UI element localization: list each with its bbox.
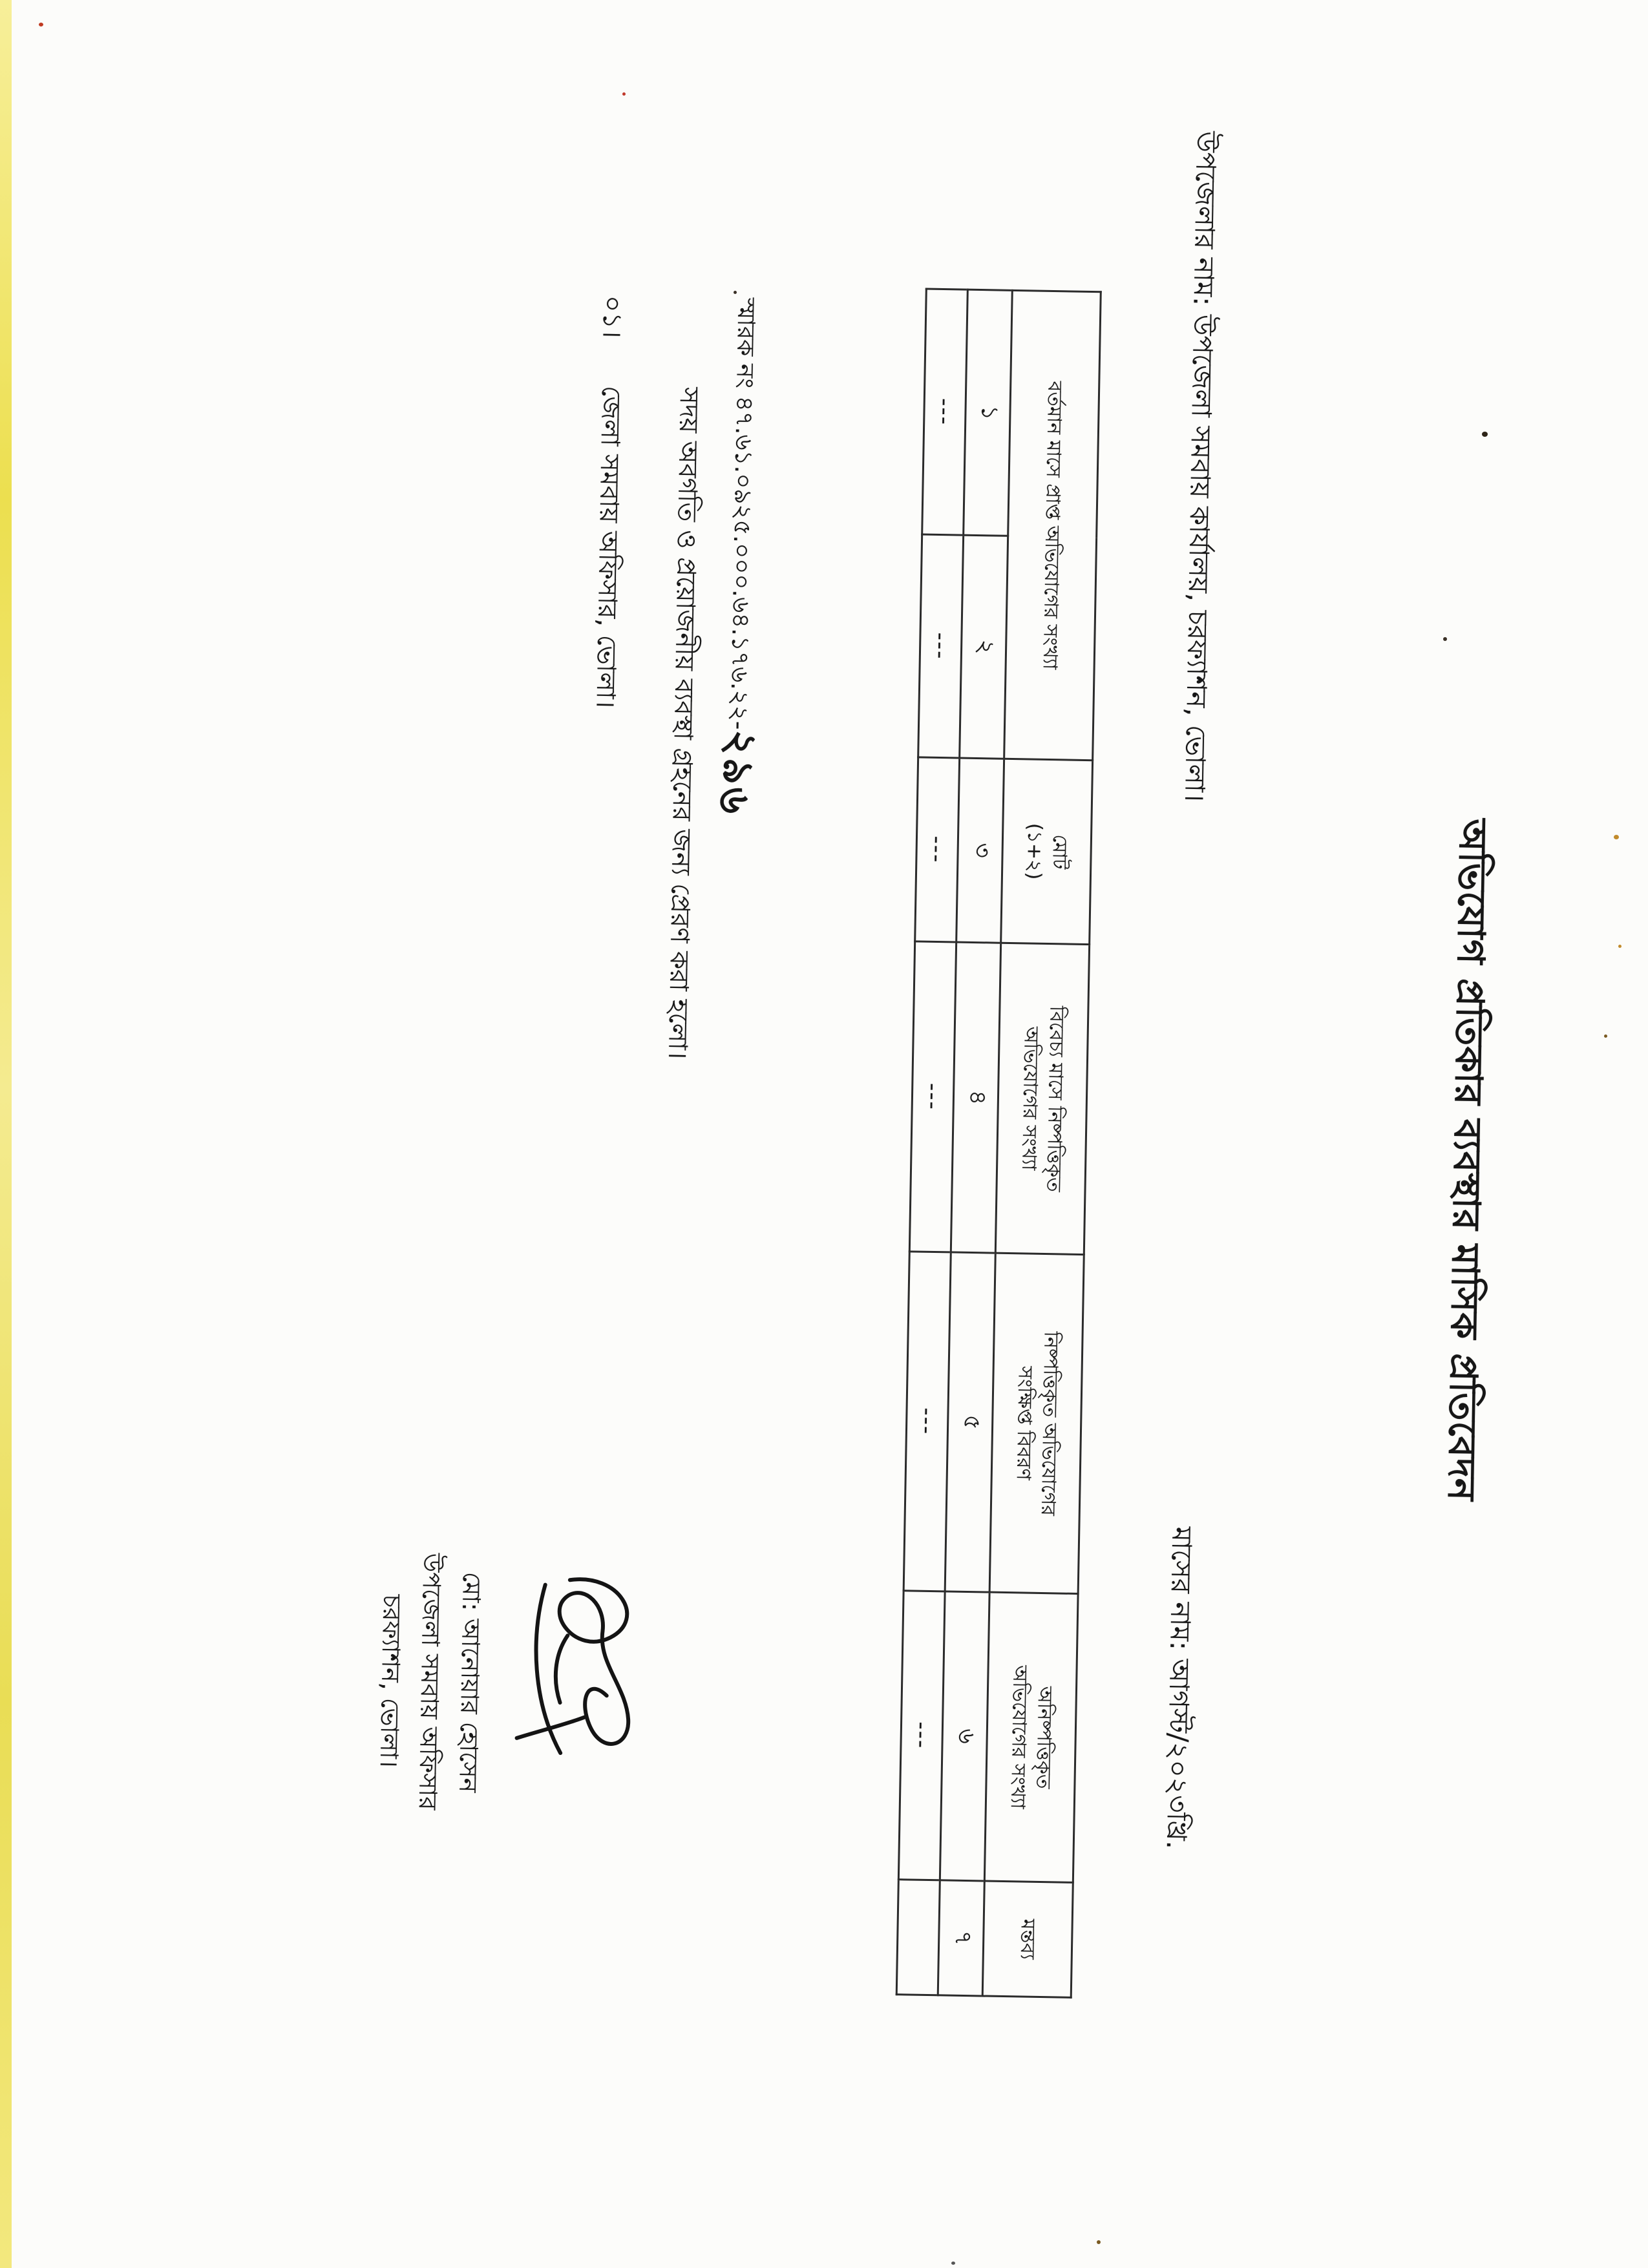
paper-speck (734, 291, 737, 294)
month-name-line: মাসের নাম: আগস্ট/২০২৩খ্রি. (1160, 1526, 1198, 1850)
header-resolved-this-month (995, 943, 1089, 1254)
header-pending (984, 1592, 1078, 1882)
header-remarks: মন্তব্য (982, 1881, 1073, 1997)
header-text: অনিষ্পত্তিকৃত (1031, 1686, 1057, 1789)
signature-scribble (501, 1557, 666, 1772)
paper-speck (1618, 945, 1622, 948)
value-cell: --- (915, 757, 960, 942)
paper-speck (1614, 835, 1619, 839)
signature-block (367, 1513, 492, 1851)
header-text: অভিযোগের সংখ্যা (1006, 1664, 1031, 1809)
serial-cell: ১ (964, 289, 1013, 536)
upazila-name-line: উপজেলার নাম: উপজেলা সমবায় কার্যালয়, চরফ্যাশন, ভোলা। (1179, 131, 1223, 803)
value-cell: --- (903, 1252, 951, 1591)
header-resolved-summary (989, 1253, 1084, 1593)
signatory-name: মো: আনোয়ার হোসেন (454, 1571, 487, 1793)
header-text: নিষ্পত্তিকৃত অভিযোগের (1036, 1331, 1062, 1517)
addressee-line: জেলা সমবায় অফিসার, ভোলা। (590, 385, 626, 709)
serial-cell: ৫ (945, 1252, 995, 1592)
serial-cell: ২ (960, 535, 1008, 759)
value-cell: --- (918, 534, 964, 758)
serial-cell: ৪ (951, 942, 1000, 1253)
serial-cell: ৩ (956, 758, 1004, 943)
value-cell (896, 1880, 940, 1995)
value-cell: --- (909, 941, 956, 1252)
header-text: সংক্ষিপ্ত বিবরণ (1011, 1365, 1037, 1481)
header-text: অভিযোগের সংখ্যা (1017, 1026, 1042, 1171)
paper-speck (1604, 1034, 1607, 1038)
header-text: বর্তমান মাসে প্রাপ্ত অভিযোগের সংখ্যা (1039, 381, 1066, 670)
header-received-current-month (1004, 290, 1101, 760)
memo-handwritten-number: ২৯৬ (708, 727, 766, 819)
paper-speck (39, 23, 43, 26)
page-title: অভিযোগ প্রতিকার ব্যবস্থার মাসিক প্রতিবেদন (1439, 818, 1495, 1502)
paper-speck (622, 92, 626, 96)
serial-cell: ৬ (940, 1591, 989, 1881)
memo-number-line (706, 297, 784, 817)
header-text: বিবেচ্য মাসে নিষ্পত্তিকৃত (1042, 1005, 1068, 1192)
serial-cell: ৭ (938, 1880, 984, 1996)
paper-speck (1097, 2240, 1101, 2244)
forwarding-line: সদয় অবগতি ও প্রয়োজনীয় ব্যবস্থা গ্রহনের জন্য প্রেরণ করা হলো। (662, 386, 704, 1060)
header-text: মোট (1048, 834, 1072, 870)
header-text: (১+২) (1022, 823, 1046, 880)
signatory-station: চরফ্যাশন, ভোলা। (374, 1593, 407, 1768)
signatory-designation: উপজেলা সমবায় অফিসার (414, 1553, 447, 1811)
paper-speck (1443, 637, 1447, 641)
paper-speck (951, 2262, 955, 2265)
value-cell: --- (898, 1591, 945, 1880)
complaint-report-table (896, 288, 1102, 1999)
memo-printed-text: স্মারক নং ৪৭.৬১.০৯২৫.০০০.৬৪.১৭৬.২২- (724, 297, 761, 730)
paper-speck (1482, 432, 1488, 437)
value-cell: --- (922, 289, 968, 535)
addressee-number: ০১। (597, 295, 628, 339)
scanner-edge-strip (0, 0, 12, 2268)
header-total (1001, 759, 1093, 944)
